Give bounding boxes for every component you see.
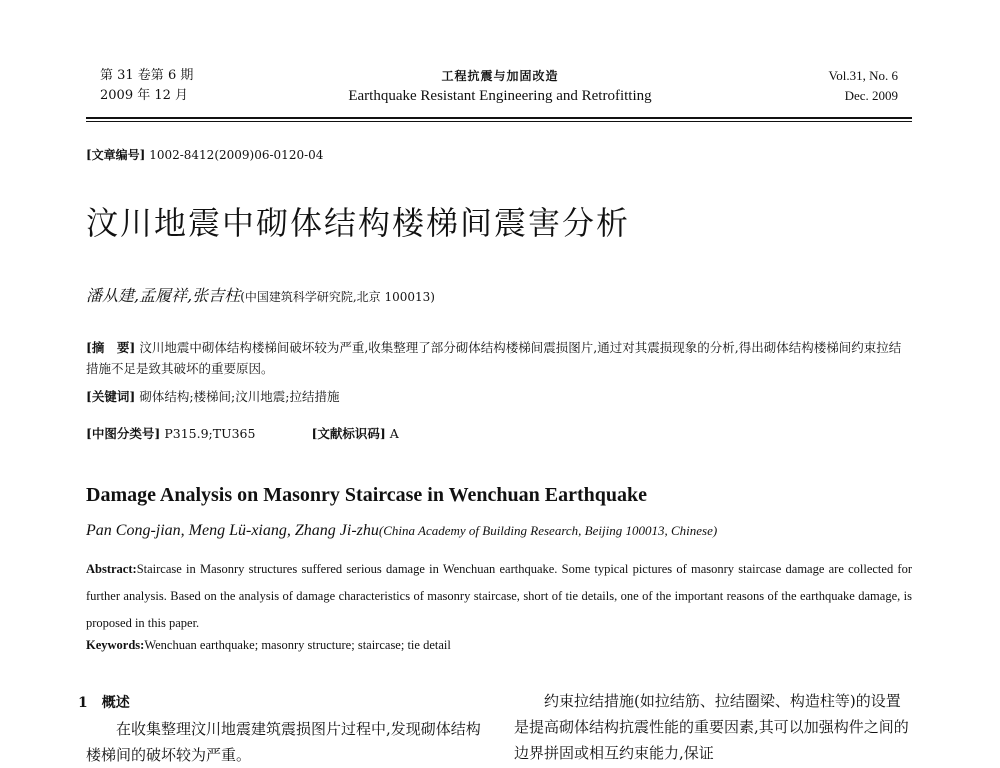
header-issue-block [829,66,898,106]
keywords-en-text: Wenchuan earthquake; masonry structure; staircase; tie detail [144,638,451,652]
keywords-cn-label: [关键词] [86,389,136,404]
authors-en-affiliation: (China Academy of Building Research, Beijing 100013, Chinese) [378,523,718,538]
clc-value: P315.9;TU365 [164,426,256,441]
header-rule-thin [86,121,912,122]
doc-code-value: A [389,426,399,441]
keywords-cn-text: 砌体结构;楼梯间;汶川地震;拉结措施 [139,389,340,404]
authors-en [86,522,717,540]
classification [86,423,912,444]
clc-label: [中图分类号] [86,426,161,441]
keywords-en [86,638,451,653]
authors-cn-affiliation: (中国建筑科学研究院,北京 100013) [240,290,435,304]
doc-code-label: [文献标识码] [311,426,386,441]
header-volume-en: Vol.31, No. 6 [828,68,898,83]
article-number-label: [文章编号] [86,148,146,162]
header-date-cn: 2009 年 12 月 [100,88,189,103]
keywords-cn [86,386,912,407]
abstract-en [86,556,912,637]
authors-en-names: Pan Cong-jian, Meng Lü-xiang, Zhang Ji-zhu [86,522,379,539]
section-1-right-text: 约束拉结措施(如拉结筋、拉结圈梁、构造柱等)的设置是提高砌体结构抗震性能的重要因素,其可以加强构件之间的边界拼固或相互约束能力,保证 [514,692,909,762]
header-journal-en: Earthquake Resistant Engineering and Retrofitting [348,88,652,104]
header-volume-cn: 第 31 卷第 6 期 [100,68,194,83]
header-date-en: Dec. 2009 [844,88,898,103]
abstract-cn-text: 汶川地震中砌体结构楼梯间破坏较为严重,收集整理了部分砌体结构楼梯间震损图片,通过对其震损现象的分析,得出砌体结构楼梯间约束拉结措施不足是致其破坏的重要原因。 [86,340,902,376]
section-1-left-text: 在收集整理汶川地震建筑震损图片过程中,发现砌体结构楼梯间的破坏较为严重。 [86,720,481,764]
article-number [86,146,323,163]
abstract-en-text: Staircase in Masonry structures suffered serious damage in Wenchuan earthquake. Some typical pictures of masonry staircase damage are collected for further analysis. Based on the analysis of damage characteristics of masonry staircase, short of tie details, one of the important reasons of the earthquake damage, is proposed in this paper. [86,562,912,630]
header-journal-cn: 工程抗震与加固改造 [441,69,559,83]
article-number-value: 1002-8412(2009)06-0120-04 [149,148,324,162]
title-en: Damage Analysis on Masonry Staircase in Wenchuan Earthquake [86,484,648,506]
abstract-cn [86,337,912,379]
section-1-heading: 1 概述 [78,695,130,711]
authors-cn-names: 潘从建,孟履祥,张吉柱 [86,286,241,305]
header-rule-thick [86,117,912,119]
keywords-en-label: Keywords: [86,638,145,652]
title-cn: 汶川地震中砌体结构楼梯间震害分析 [86,204,631,242]
abstract-cn-label: [摘 要] [86,340,136,355]
abstract-en-label: Abstract: [86,562,137,576]
authors-cn [86,283,435,306]
